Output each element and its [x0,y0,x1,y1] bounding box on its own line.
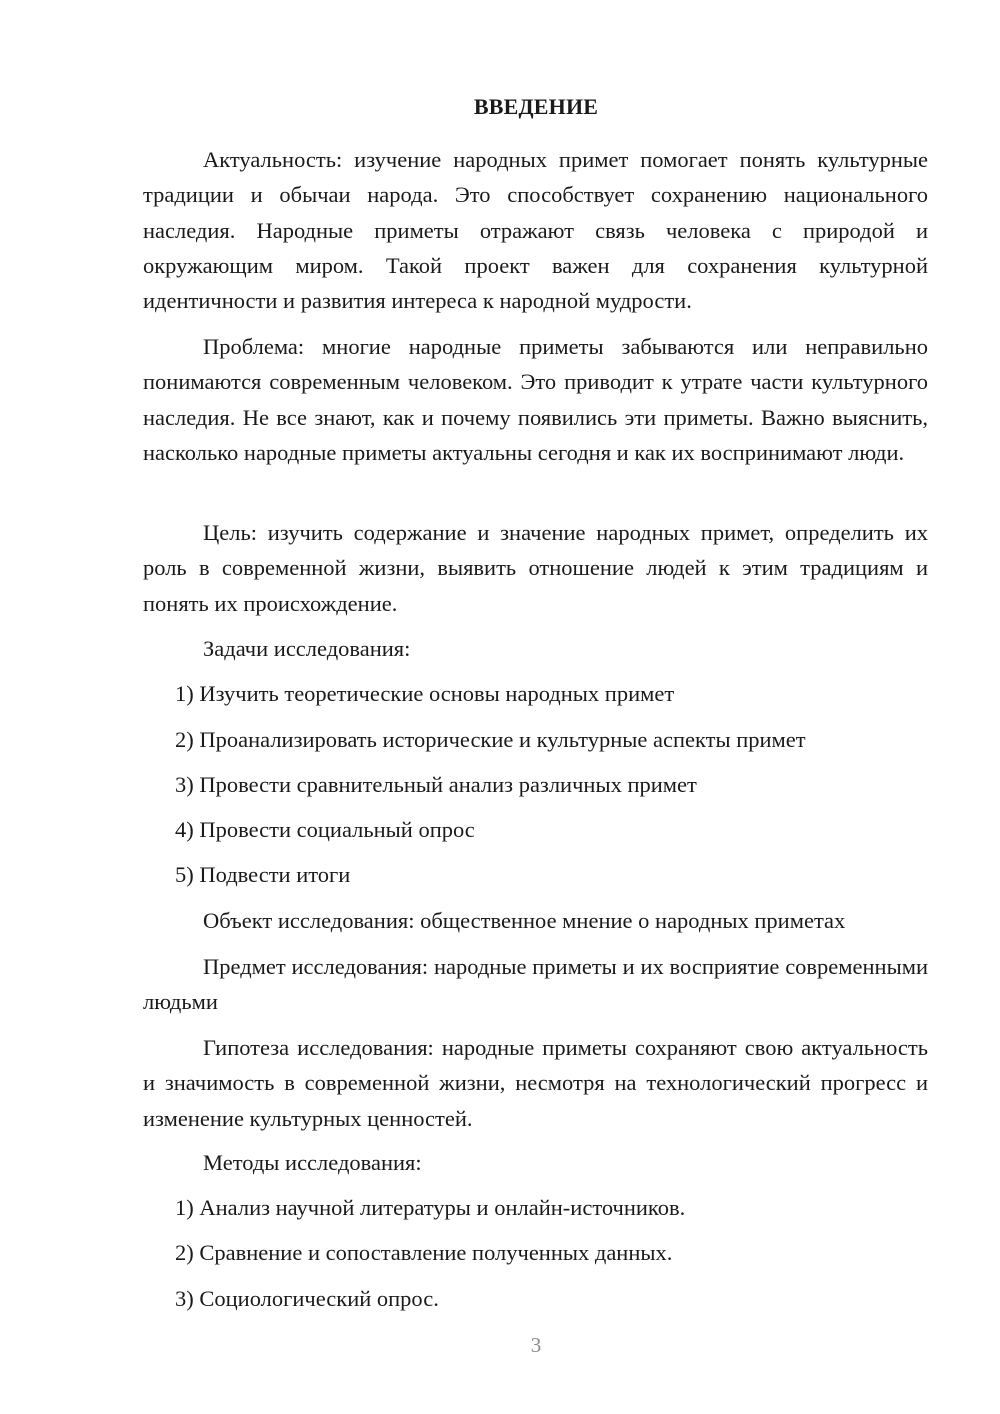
problem-paragraph: Проблема: многие народные приметы забываются или неправильно понимаются современным человеком. Это приводит к утрате части культурного наследия. Не все знают, как и почему появились эти приметы. Важно выяснить, насколько народные приметы актуальны сегодня и как их воспринимают люди. [143,334,928,465]
task-item: 5) Подвести итоги [175,862,351,887]
method-item: 1) Анализ научной литературы и онлайн-источников. [175,1195,686,1220]
method-item: 2) Сравнение и сопоставление полученных данных. [175,1240,673,1265]
tasks-heading: Задачи исследования: [203,636,411,661]
object-line: Объект исследования: общественное мнение о народных приметах [203,908,846,933]
subject-paragraph: Предмет исследования: народные приметы и их восприятие современными людьми [143,954,928,1015]
method-item: 3) Социологический опрос. [175,1286,439,1311]
hypothesis-paragraph: Гипотеза исследования: народные приметы сохраняют свою актуальность и значимость в современной жизни, несмотря на технологический прогресс и изменение культурных ценностей. [143,1035,928,1131]
methods-heading: Методы исследования: [203,1150,422,1175]
task-item: 3) Провести сравнительный анализ различных примет [175,772,697,797]
task-item: 4) Провести социальный опрос [175,817,475,842]
relevance-paragraph: Актуальность: изучение народных примет помогает понять культурные традиции и обычаи народа. Это способствует сохранению национального наследия. Народные приметы отражают связь человека с природой и окружающим миром. Такой проект важен для сохранения культурной идентичности и развития интереса к народной мудрости. [143,147,928,314]
task-item: 2) Проанализировать исторические и культурные аспекты примет [175,727,806,752]
page-number: 3 [530,1333,542,1357]
page-title: ВВЕДЕНИЕ [473,94,599,119]
goal-paragraph: Цель: изучить содержание и значение народных примет, определить их роль в современной жизни, выявить отношение людей к этим традициям и понять их происхождение. [143,520,928,616]
task-item: 1) Изучить теоретические основы народных примет [175,681,675,706]
